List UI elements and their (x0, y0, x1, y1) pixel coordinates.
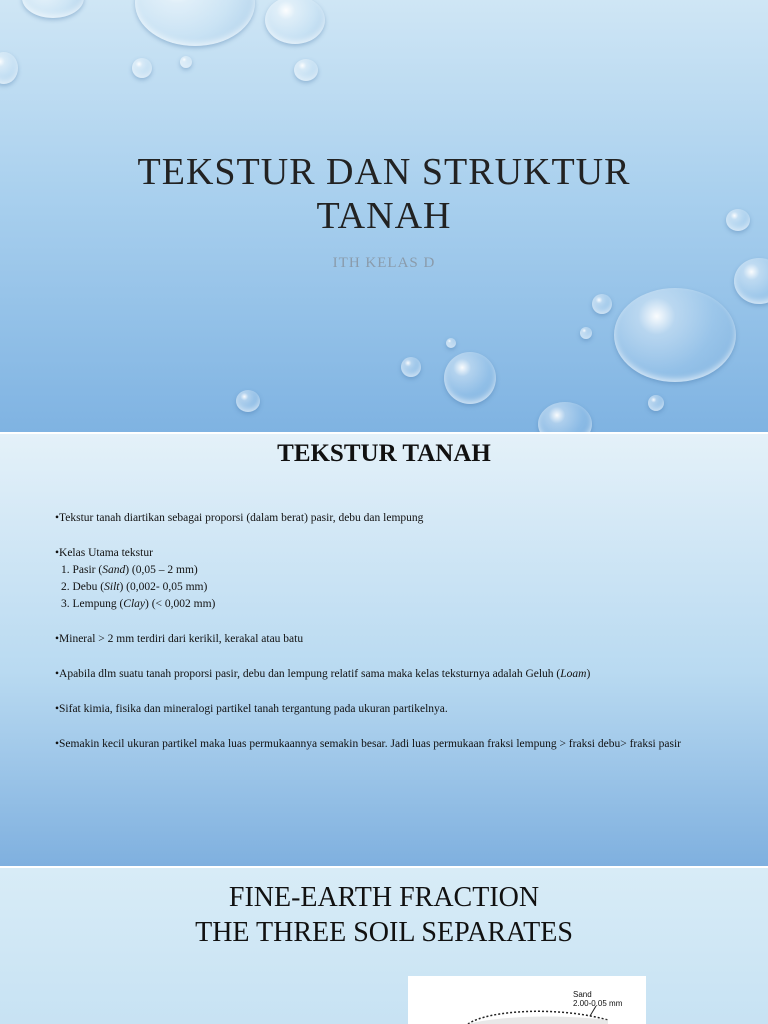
class-item-silt: 2. Debu (Silt) (0,002- 0,05 mm) (61, 581, 208, 593)
title-line-1: TEKSTUR DAN STRUKTUR (137, 151, 631, 193)
slide-heading: TEKSTUR TANAH (277, 440, 491, 467)
water-drop-icon (538, 402, 592, 432)
title-line-1: FINE-EARTH FRACTION (228, 882, 540, 913)
soil-separates-figure (408, 976, 646, 1024)
water-drop-icon (446, 338, 456, 348)
slide-heading (0, 880, 768, 950)
slide-title (0, 0, 768, 432)
slide-tekstur-tanah (0, 434, 768, 866)
water-drop-icon (444, 352, 496, 404)
title-line-2: THE THREE SOIL SEPARATES (195, 917, 573, 948)
bullet-definition: •Tekstur tanah diartikan sebagai proporsi (dalam berat) pasir, debu dan lempung (55, 512, 424, 524)
water-drop-icon (294, 59, 318, 81)
water-drop-icon (236, 390, 260, 412)
figure-label: Sand 2.00-0.05 mm (573, 990, 623, 1008)
slide-fine-earth-fraction (0, 868, 768, 1024)
bullet-loam: •Apabila dlm suatu tanah proporsi pasir, debu dan lempung relatif sama maka kelas teksturnya adalah Geluh (Loam) (55, 668, 591, 680)
water-drop-icon (401, 357, 421, 377)
bullet-mineral: •Mineral > 2 mm terdiri dari kerikil, kerakal atau batu (55, 633, 304, 645)
class-item-sand: 1. Pasir (Sand) (0,05 – 2 mm) (61, 564, 198, 576)
slide-subtitle: ITH KELAS D (332, 255, 436, 271)
water-drop-icon (0, 52, 18, 84)
water-drop-icon (132, 58, 152, 78)
bullet-properties: •Sifat kimia, fisika dan mineralogi partikel tanah tergantung pada ukuran partikelnya. (55, 703, 448, 715)
water-drop-icon (614, 288, 736, 382)
class-item-clay: 3. Lempung (Clay) (< 0,002 mm) (61, 598, 216, 610)
water-drop-icon (592, 294, 612, 314)
water-drop-icon (648, 395, 664, 411)
title-line-2: TANAH (316, 195, 452, 237)
water-drop-icon (22, 0, 84, 18)
bullet-surface-area: •Semakin kecil ukuran partikel maka luas permukaannya semakin besar. Jadi luas permukaan fraksi lempung > fraksi debu> fraksi pasir (55, 738, 681, 750)
water-drop-icon (135, 0, 255, 46)
slide-title-heading (0, 150, 768, 238)
bullet-classes-heading: •Kelas Utama tekstur (55, 547, 153, 559)
water-drop-icon (180, 56, 192, 68)
slide-body (55, 510, 755, 753)
water-drop-icon (580, 327, 592, 339)
water-drop-icon (265, 0, 325, 44)
